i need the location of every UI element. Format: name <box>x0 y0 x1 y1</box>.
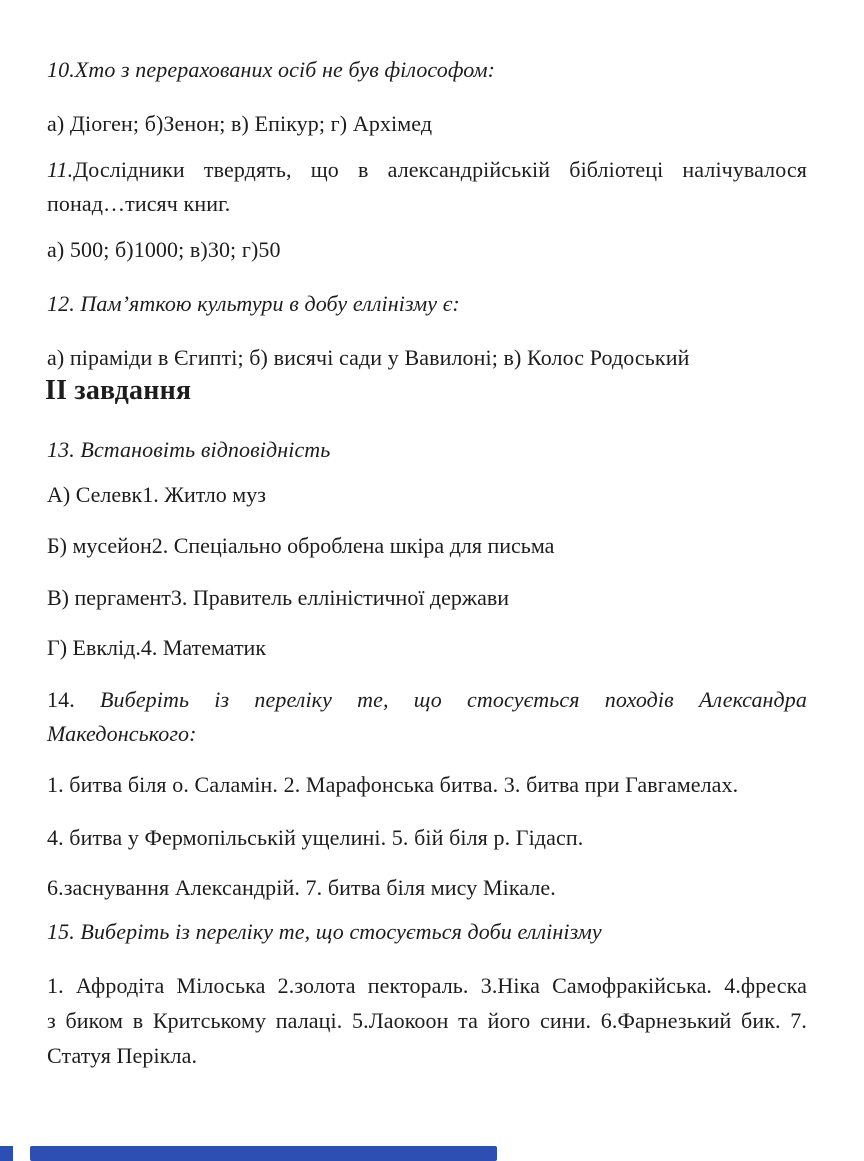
matching-row-v-left: В) пергамент <box>47 585 171 610</box>
matching-row-g-right: 4. Математик <box>140 635 267 660</box>
question-14-item-line-1: 1. битва біля о. Саламін. 2. Марафонська битва. 3. битва при Гавгамелах. <box>47 772 739 797</box>
question-14-item-line-2: 4. битва у Фермопільській ущелині. 5. бій біля р. Гідасп. <box>47 825 584 850</box>
bottom-left-blue-square <box>0 1146 13 1161</box>
question-15-heading: 15. Виберіть із переліку те, що стосується доби еллінізму <box>47 919 602 944</box>
question-12-options: а) піраміди в Єгипті; б) висячі сади у Вавилоні; в) Колос Родоський <box>47 345 690 370</box>
question-12-heading: 12. Пам’яткою культури в добу еллінізму є: <box>47 291 460 316</box>
matching-row-v-right: 3. Правитель елліністичної держави <box>170 585 510 610</box>
question-15-line3: Статуя Перікла. <box>47 1043 198 1068</box>
matching-row-g <box>47 631 807 665</box>
question-11-options: а) 500; б)1000; в)30; г)50 <box>47 237 281 262</box>
matching-row-a-right: 1. Житло муз <box>142 482 266 507</box>
matching-row-b-left: Б) мусейон <box>47 533 152 558</box>
question-10-heading: 10.Хто з перерахованих осіб не був філософом: <box>47 57 496 82</box>
question-14-heading-line1: 14. Виберіть із переліку те, що стосується походів Александра <box>47 687 807 712</box>
question-11-heading <box>47 153 807 221</box>
matching-row-b-right: 2. Спеціально оброблена шкіра для письма <box>151 533 555 558</box>
question-14-number: 14. <box>47 687 75 712</box>
matching-row-v <box>47 581 807 615</box>
matching-row-a-left: А) Селевк <box>47 482 143 507</box>
question-15-line2: з биком в Критському палаці. 5.Лаокоон та його сини. 6.Фарнезький бик. 7. <box>47 1008 807 1033</box>
matching-row-b <box>47 529 807 563</box>
question-14-heading-line2: Македонського: <box>47 721 197 746</box>
question-14-item-line-3: 6.заснування Александрій. 7. битва біля мису Мікале. <box>47 875 556 900</box>
bottom-blue-bar <box>30 1146 497 1161</box>
question-14-heading <box>47 683 807 751</box>
matching-row-a <box>47 478 807 512</box>
question-13-heading: 13. Встановіть відповідність <box>47 437 331 462</box>
section-2-title: ІІ завдання <box>45 375 192 406</box>
question-15-line1: 1. Афродіта Мілоська 2.золота пектораль. 3.Ніка Самофракійська. 4.фреска <box>47 973 807 998</box>
matching-row-g-left: Г) Евклід. <box>47 635 141 660</box>
question-11-number: 11. <box>47 157 74 182</box>
question-10-options: а) Діоген; б)Зенон; в) Епікур; г) Архімед <box>47 111 433 136</box>
question-11-heading-line1: 11.Дослідники твердять, що в александрійській бібліотеці налічувалося <box>47 157 807 182</box>
question-15-paragraph <box>47 968 807 1073</box>
question-11-heading-line2: понад…тисяч книг. <box>47 191 231 216</box>
